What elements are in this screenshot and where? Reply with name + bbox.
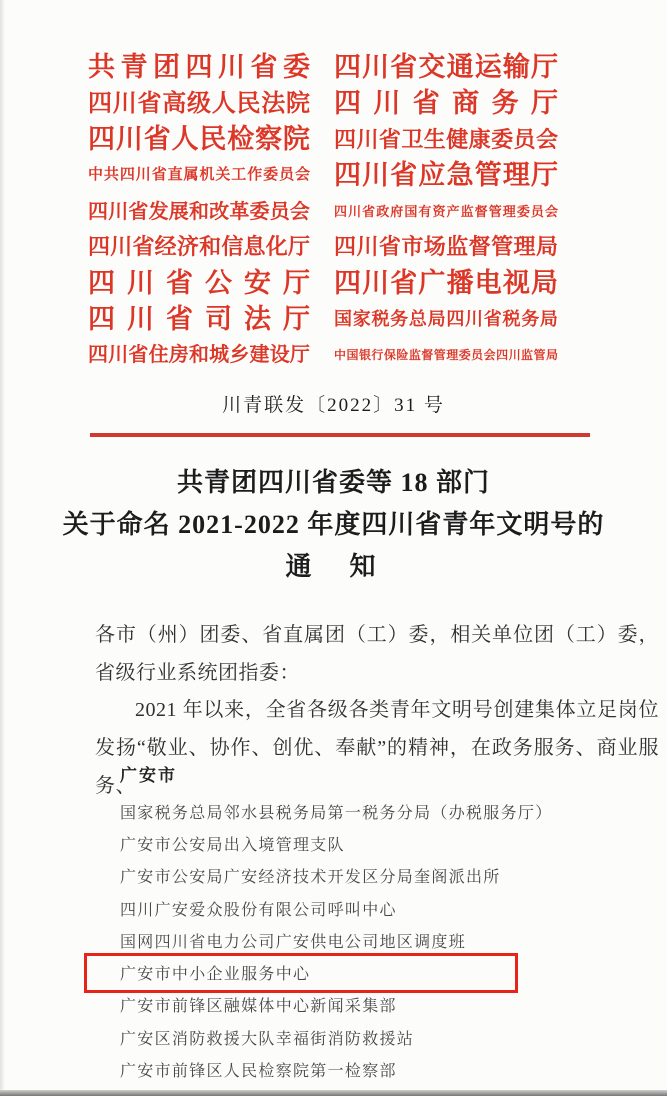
award-item-label: 广安区消防救援大队幸福街消防救援站	[120, 1030, 415, 1048]
agency-name: 共 青 团 四 川 省 委	[88, 52, 310, 83]
agency-name: 四 川 省 公 安 厅	[88, 267, 310, 298]
agency-name: 四 川 省 人 民 检 察 院	[88, 124, 310, 155]
agency-name: 中 国 银 行 保 险 监 督 管 理 委 员 会 四 川 监 管 局	[334, 348, 558, 363]
agency-column-left	[88, 50, 310, 373]
title-line-1: 共青团四川省委等 18 部门	[176, 468, 490, 497]
agency-name: 四 川 省 高 级 人 民 法 院	[88, 90, 310, 117]
title-line-3: 通 知	[285, 552, 382, 581]
agency-name: 国 家 税 务 总 局 四 川 省 税 务 局	[334, 309, 558, 330]
award-item-label: 国网四川省电力公司广安供电公司地区调度班	[120, 933, 467, 951]
agency-name: 四 川 省 住 房 和 城 乡 建 设 厅	[88, 344, 310, 367]
agency-column-right	[334, 50, 558, 373]
scan-bottom-edge-artifact	[0, 1090, 667, 1096]
agency-name: 四 川 省 广 播 电 视 局	[334, 267, 558, 298]
agency-name: 四 川 省 经 济 和 信 息 化 厅	[88, 234, 310, 260]
issuing-agencies-header	[88, 50, 558, 373]
agency-name: 四 川 省 商 务 厅	[334, 88, 558, 119]
agency-name: 四 川 省 应 急 管 理 厅	[334, 160, 558, 191]
award-item-highlighted	[120, 956, 556, 988]
award-item	[120, 795, 556, 827]
award-list	[120, 795, 556, 1086]
award-item	[120, 924, 556, 956]
red-divider-line	[90, 433, 590, 437]
award-list-section	[120, 765, 556, 1086]
award-item-label: 广安市中小企业服务中心	[120, 966, 311, 984]
agency-name: 四 川 省 发 展 和 改 革 委 员 会	[88, 200, 310, 223]
award-item	[120, 892, 556, 924]
award-item-label: 广安市前锋区人民检察院第一检察部	[120, 1063, 397, 1081]
agency-name: 四 川 省 政 府 国 有 资 产 监 督 管 理 委 员 会	[334, 204, 558, 219]
award-item-label: 四川广安爱众股份有限公司呼叫中心	[120, 901, 397, 919]
title-line-2: 关于命名 2021-2022 年度四川省青年文明号的	[62, 510, 605, 539]
award-item	[120, 989, 556, 1021]
city-heading: 广安市	[120, 766, 177, 785]
opening-paragraph: 2021 年以来，全省各级各类青年文明号创建集体立足岗位发扬“敬业、协作、创优、奉献”的精神，在政务服务、商业服务、	[95, 699, 659, 797]
award-item-label: 广安市公安局广安经济技术开发区分局奎阁派出所	[120, 869, 501, 887]
agency-name: 四 川 省 司 法 厅	[88, 303, 310, 334]
award-item-label: 广安市公安局出入境管理支队	[120, 836, 345, 854]
agency-name: 中 共 四 川 省 直 属 机 关 工 作 委 员 会	[88, 167, 310, 184]
award-item-label: 广安市前锋区融媒体中心新闻采集部	[120, 998, 397, 1016]
agency-name: 四 川 省 交 通 运 输 厅	[334, 52, 558, 83]
award-item	[120, 1021, 556, 1053]
award-item	[120, 1053, 556, 1085]
document-title	[0, 462, 667, 588]
salutation: 各市（州）团委、省直属团（工）委，相关单位团（工）委，省级行业系统团指委：	[95, 624, 659, 684]
document-number: 川青联发〔2022〕31 号	[222, 395, 445, 416]
award-item	[120, 860, 556, 892]
agency-name: 四 川 省 市 场 监 督 管 理 局	[334, 234, 558, 260]
award-item-label: 国家税务总局邻水县税务局第一税务分局（办税服务厅）	[120, 804, 553, 822]
agency-name: 四 川 省 卫 生 健 康 委 员 会	[334, 126, 558, 152]
award-item	[120, 827, 556, 859]
